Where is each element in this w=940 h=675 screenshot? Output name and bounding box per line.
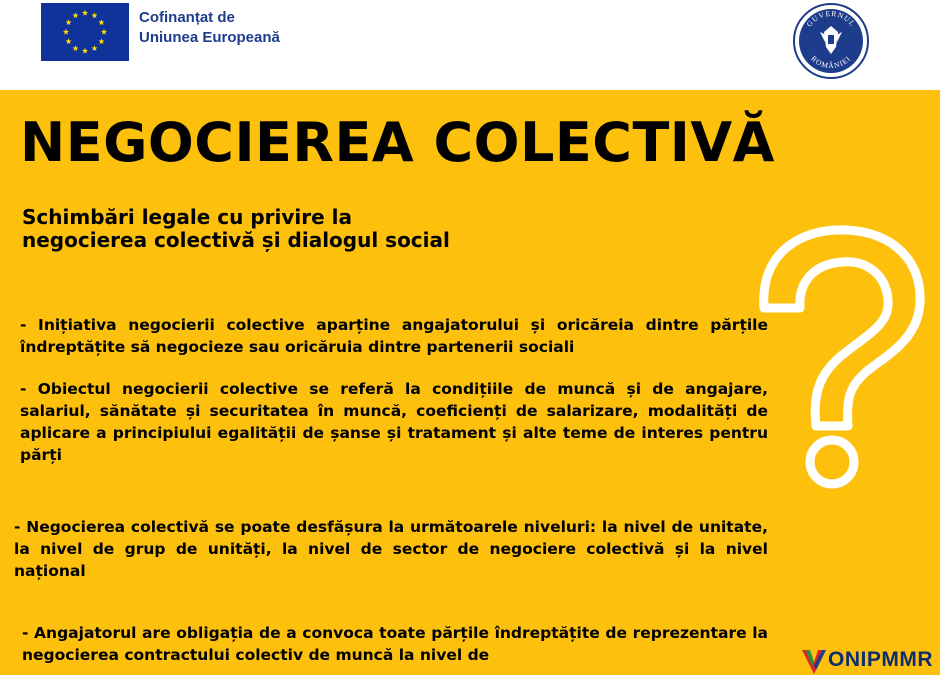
header-bar (0, 0, 940, 90)
eu-cofinance-label (139, 8, 280, 48)
poster-title: NEGOCIEREA COLECTIVĂ (20, 111, 775, 174)
poster-subtitle (22, 206, 622, 252)
bullet-initiative: - Inițiativa negocierii colective aparține angajatorului și oricăreia dintre părțile îndreptățite să negocieze sau oricăruia dintre partenerii sociali (20, 316, 768, 356)
onipmmr-logo-text: ONIPMMR (828, 648, 933, 671)
gov-seal-bottom-text: ROMÂNIEI (809, 53, 853, 71)
bullet-employer-obligation: - Angajatorul are obligația de a convoca toate părțile îndreptățite de reprezentare la negocierea contractului colectiv de muncă la nivel de (22, 624, 768, 664)
onipmmr-logo-icon (800, 646, 828, 675)
bullet-object: - Obiectul negocierii colective se referă la condițiile de muncă și de angajare, salariul, sănătate și securitatea în muncă, coeficienți de salarizare, modalități de aplicare a principiului egalității de șanse și tratament și alte teme de interes pentru părți (20, 380, 768, 464)
eu-flag-icon (41, 3, 129, 61)
gov-seal-top-text: GUVERNUL (804, 8, 858, 29)
eu-text-line1: Cofinanțat de (139, 9, 235, 26)
government-seal-icon (792, 2, 870, 80)
question-mark-icon (738, 210, 938, 500)
subtitle-line2: negocierea colectivă și dialogul social (22, 228, 450, 252)
poster-panel (0, 90, 940, 675)
eu-text-line2: Uniunea Europeană (139, 29, 280, 46)
subtitle-line1: Schimbări legale cu privire la (22, 205, 353, 229)
onipmmr-logo (800, 638, 940, 675)
bullet-levels: - Negocierea colectivă se poate desfășura la următoarele niveluri: la nivel de unitate, la nivel de grup de unități, la nivel de sector de negociere colectivă și la nivel național (14, 518, 768, 580)
